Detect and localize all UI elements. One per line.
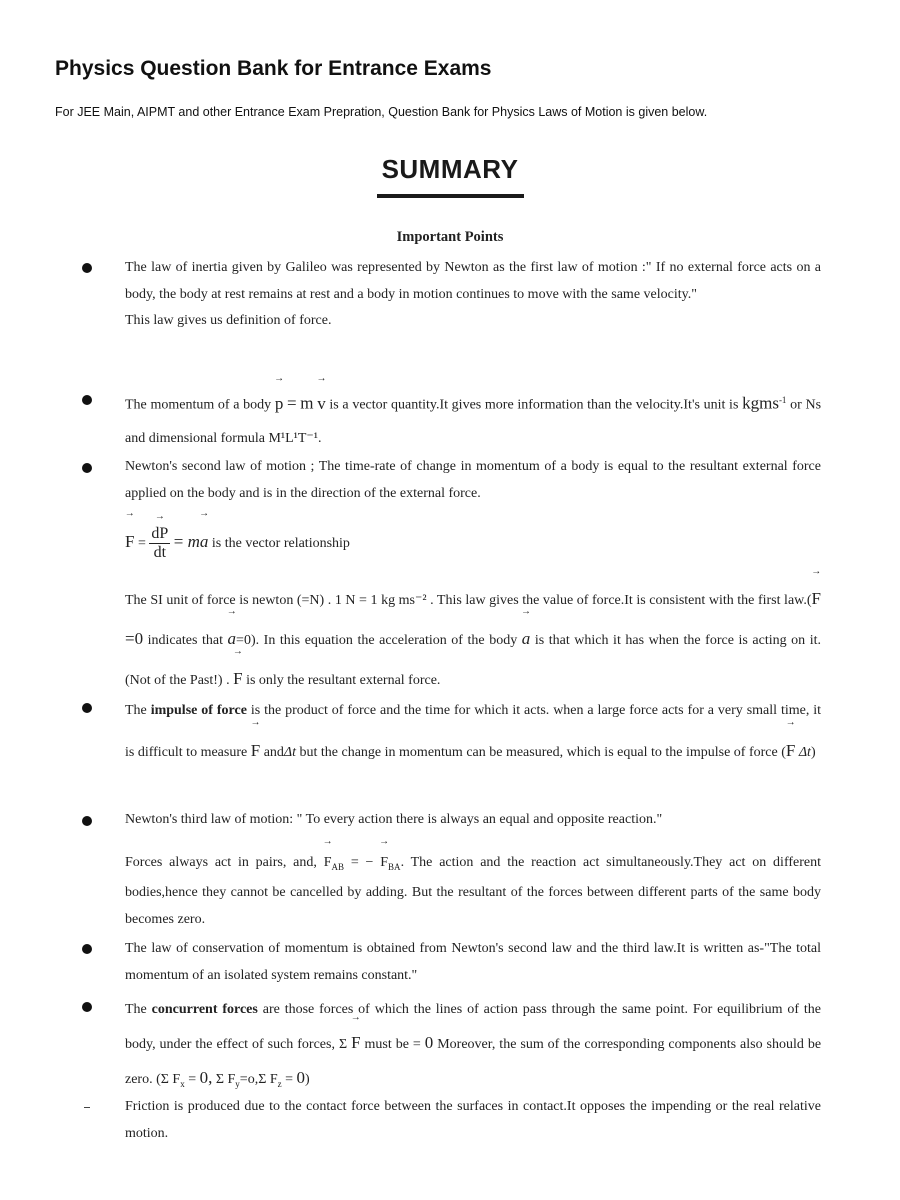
action-reaction-text: Forces always act in pairs, and, → $F_{AB}$ = − → $F_{BA}$. The action and the reaction act simultaneously.They act on different bodies,hence they cannot be cancelled by adding. But the resultant of the forces between different parts of the same body becomes zero.	[125, 850, 821, 933]
bullet-icon	[82, 816, 92, 826]
point-friction: Friction is produced due to the contact force between the surfaces in contact.It opposes the impending or the real relative motion.	[125, 1099, 821, 1141]
dash-bullet	[84, 1107, 90, 1108]
page-title: Physics Question Bank for Entrance Exams	[55, 57, 492, 80]
point-concurrent: The concurrent forces are those forces of which the lines of action pass through the same point. For equilibrium of the body, under the effect of such forces, Σ → F must be = 0 Moreover, the sum of the corresponding components also should be zero. (Σ $F_x = 0$, Σ $F_y=o,\Sigma$ $F_z = 0$)	[125, 993, 821, 1101]
important-points-heading: Important Points	[396, 229, 504, 245]
bullet-icon	[82, 263, 92, 273]
bullet-icon	[82, 944, 92, 954]
bullet-icon	[82, 395, 92, 405]
point-second-law: Newton's second law of motion ; The time-rate of change in momentum of a body is equal to the resultant external force applied on the body and is in the direction of the external force.	[125, 459, 821, 501]
intro-text: For JEE Main, AIPMT and other Entrance Exam Prepration, Question Bank for Physics Laws of Motion is given below.	[55, 105, 708, 119]
point-inertia: The law of inertia given by Galileo was represented by Newton as the first law of motion :" If no external force acts on a body, the body at rest remains at rest and a body in motion continues to move with the same velocity." This law gives us definition of force.	[125, 260, 821, 328]
point-third-law: Newton's third law of motion: " To every action there is always an equal and opposite reaction."	[125, 812, 663, 827]
velocity-vector: → v	[317, 387, 326, 420]
point-impulse: The impulse of force is the product of force and the time for which it acts. when a large force acts for a very small time, it is difficult to measure → F andΔt but the change in momentum can be measured, which is equal to the impulse of force (→ F Δt)	[125, 691, 821, 773]
bullet-icon	[82, 1002, 92, 1012]
second-law-equation: → F = → $\frac{dP}{dt}$ = m→ a is the vector relationship	[125, 522, 821, 564]
summary-underline	[377, 194, 524, 198]
point-conservation: The law of conservation of momentum is obtained from Newton's second law and the third law.It is written as-"The total momentum of an isolated system remains constant."	[125, 941, 821, 983]
bullet-icon	[82, 703, 92, 713]
summary-heading: SUMMARY	[381, 154, 519, 184]
point-momentum: The momentum of a body → p = m → v is a vector quantity.It gives more information than the velocity.It's unit is kgms$^{-1}$ or Ns and dimensional formula M¹L¹T⁻¹.	[125, 384, 821, 455]
si-unit-text: The SI unit of force is newton (=N) . 1 N = 1 kg ms⁻² . This law gives the value of force.It is consistent with the first law.(→ F=0 indicates that → a=0). In this equation the acceleration of the body → a is that which it has when the force is acting on it.(Not of the Past!) . → F is only the resultant external force.	[125, 580, 821, 700]
bullet-icon	[82, 463, 92, 473]
dp-dt-fraction: → $\frac{dP}{dt}$	[149, 525, 170, 562]
momentum-vector: → p	[275, 387, 284, 420]
